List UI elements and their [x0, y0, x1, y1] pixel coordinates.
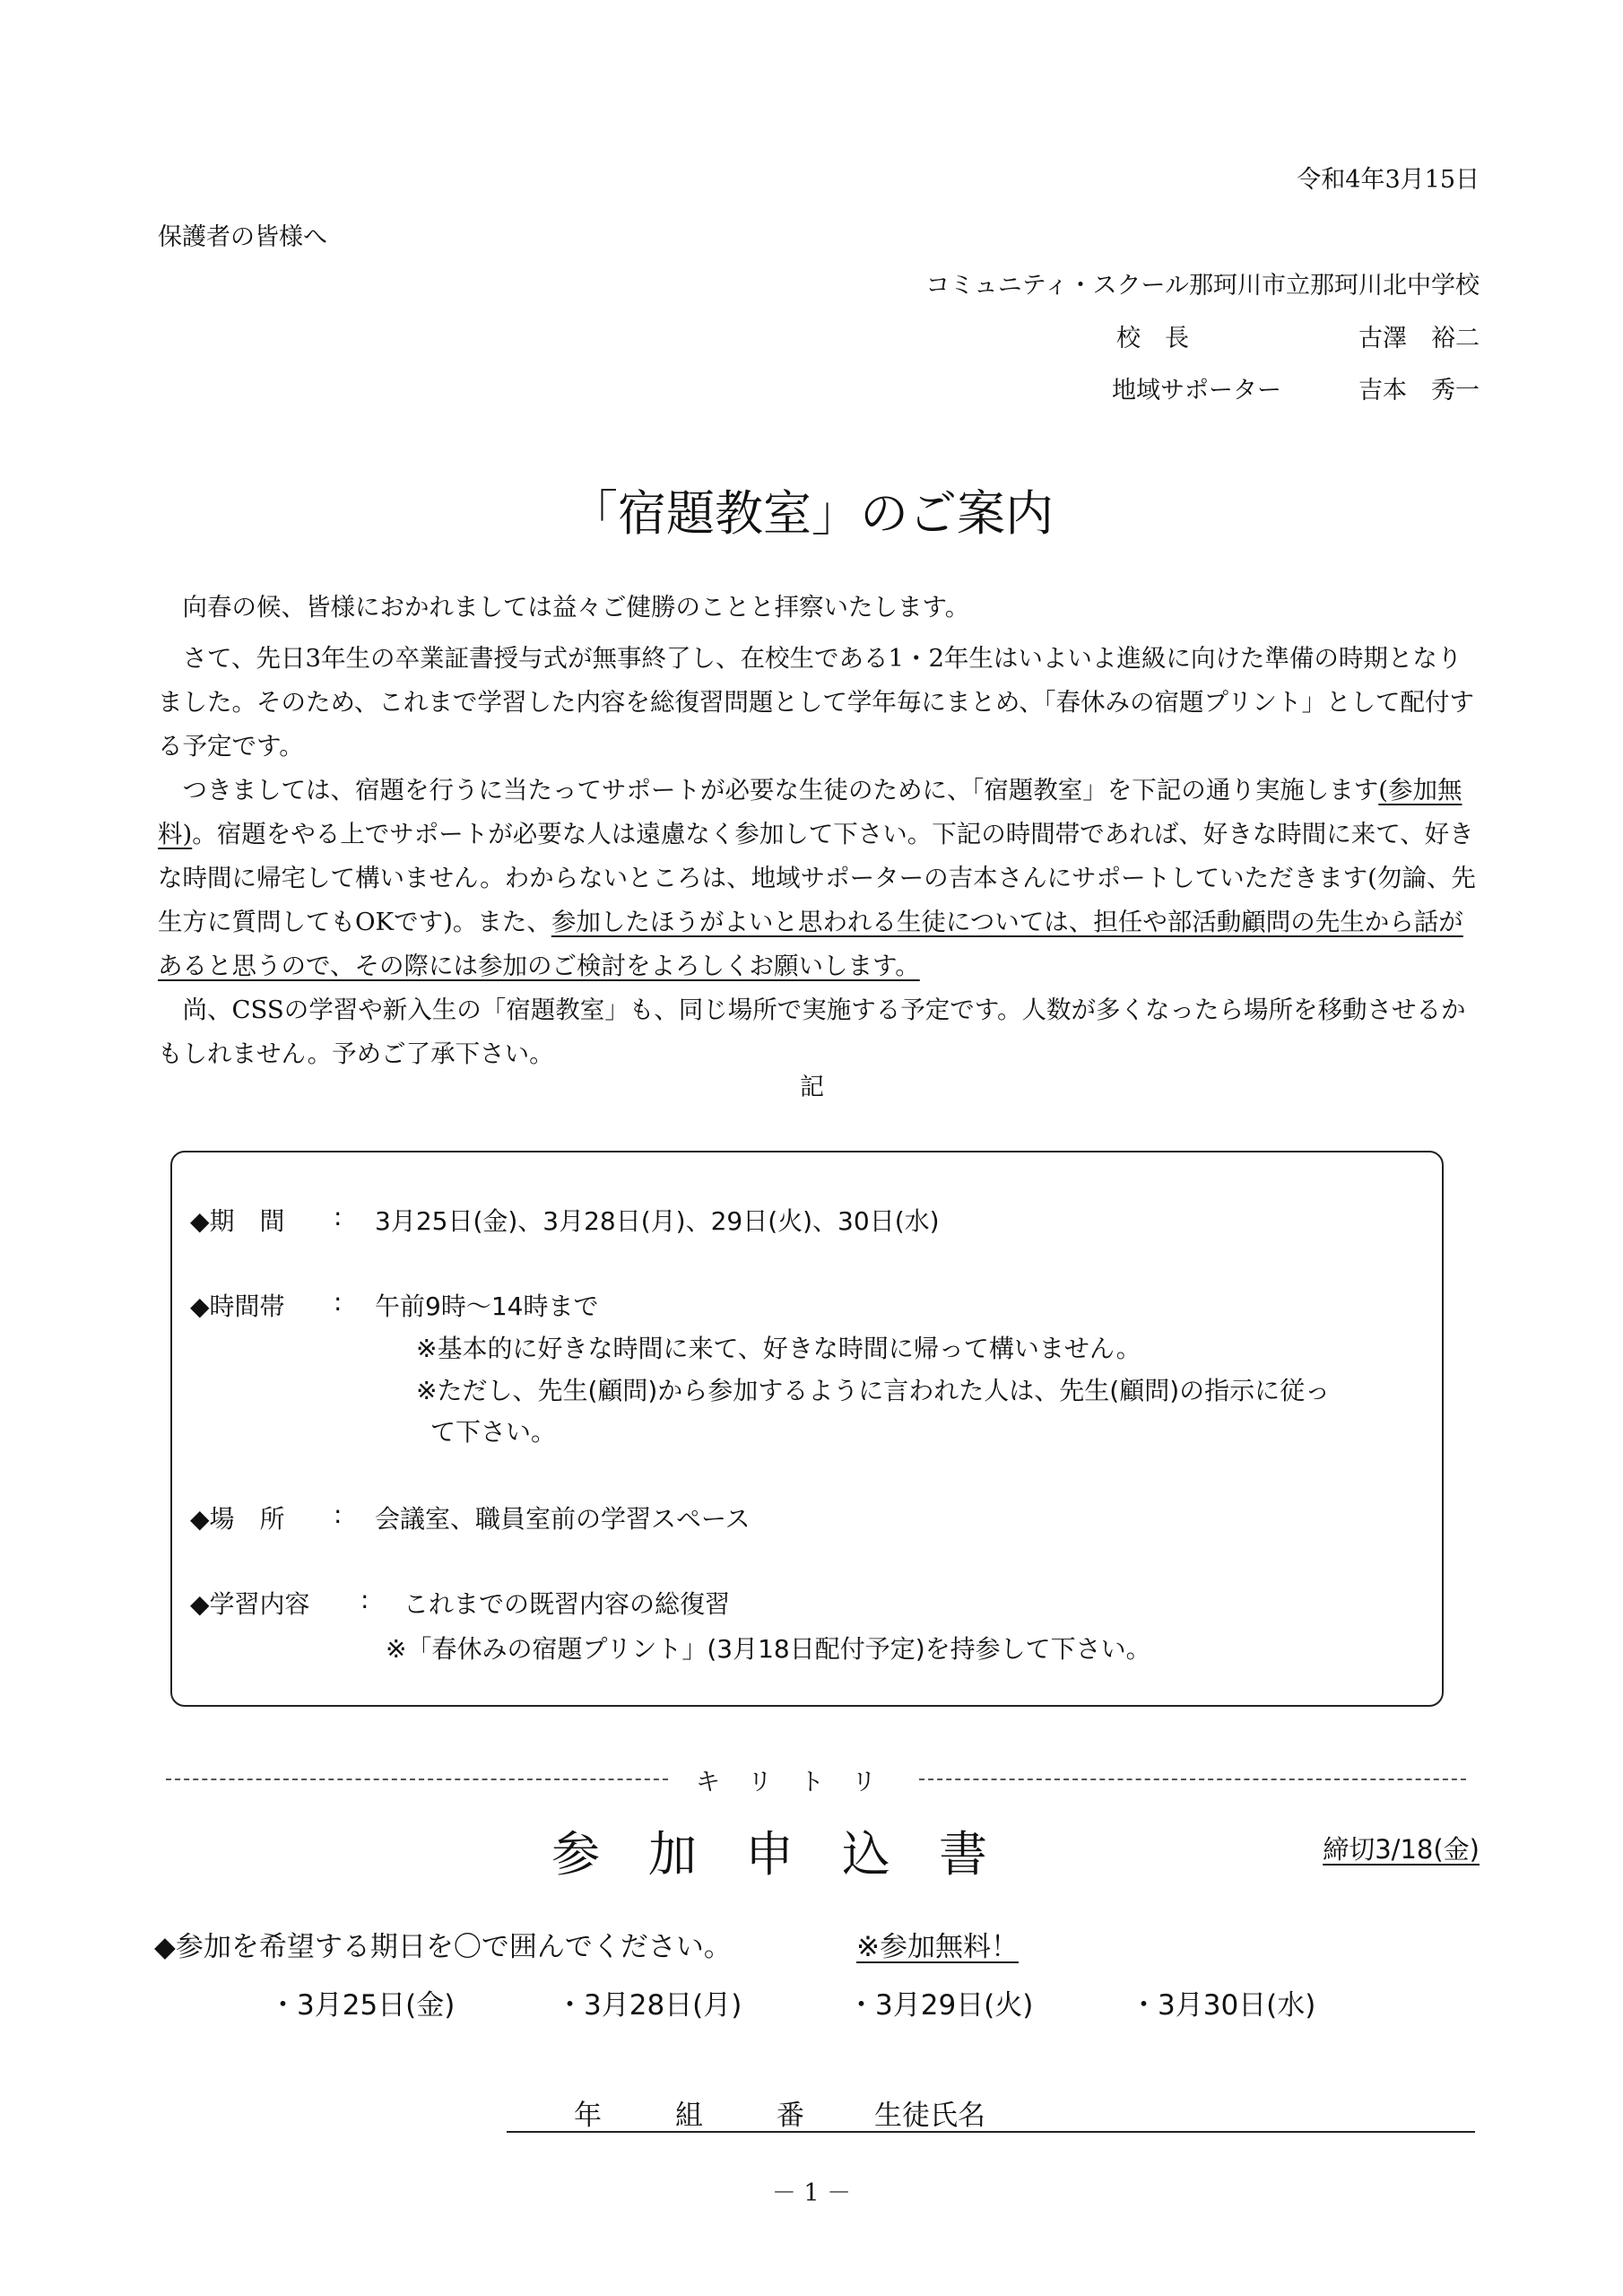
cut-line-left [166, 1779, 668, 1780]
recommended-note: 参加したほうがよいと思われる生徒については、担任や部活動顧問の先生から話があると思うので、その際には参加のご検討をよろしくお願いします。 [158, 908, 1463, 980]
time-label: ◆時間帯 [190, 1292, 285, 1321]
body-text [158, 586, 1476, 1076]
date-option-1[interactable]: ・3月25日(金) [269, 1989, 456, 2022]
page-number: － 1 － [771, 2179, 852, 2207]
student-name-label: 生徒氏名 [874, 2100, 985, 2132]
place-value: 会議室、職員室前の学習スペース [375, 1504, 751, 1534]
content-label: ◆学習内容 [190, 1589, 310, 1619]
school-name: コミュニティ・スクール那珂川市立那珂川北中学校 [925, 272, 1480, 300]
document-title: 「宿題教室」のご案内 [569, 485, 1054, 542]
date-option-2[interactable]: ・3月28日(月) [556, 1989, 742, 2022]
principal-name: 古澤 裕二 [1358, 325, 1480, 352]
grade-field-label: 年 [574, 2100, 602, 2132]
date-option-3[interactable]: ・3月29日(火) [847, 1989, 1034, 2022]
class-field-label: 組 [675, 2100, 703, 2132]
free-note: (参加無料) [158, 776, 1462, 848]
body-paragraph-background: さて、先日3年生の卒業証書授与式が無事終了し、在校生である1・2年生はいよいよ進級に向けた準備の時期となりました。そのため、これまで学習した内容を総復習問題として学年毎にまとめ、「春休みの宿題プリント」として配付する予定です。 [158, 644, 1474, 761]
place-colon: : [334, 1500, 343, 1529]
deadline: 締切3/18(金) [1323, 1834, 1480, 1865]
content-note: ※「春休みの宿題プリント」(3月18日配付予定)を持参して下さい。 [386, 1634, 1151, 1664]
announcement-text: つきましては、宿題を行うに当たってサポートが必要な生徒のために、「宿題教室」を下記の通り実施します [182, 776, 1379, 804]
time-value: 午前9時～14時まで [375, 1292, 599, 1321]
time-note-1: ※基本的に好きな時間に来て、好きな時間に帰って構いません。 [416, 1334, 1141, 1363]
free-badge: ※参加無料！ [856, 1931, 1019, 1963]
time-colon: : [334, 1287, 343, 1317]
recipient: 保護者の皆様へ [158, 223, 327, 251]
ki-label: 記 [800, 1074, 824, 1101]
body-paragraph-note: 尚、CSSの学習や新入生の「宿題教室」も、同じ場所で実施する予定です。人数が多くなったら場所を移動させるかもしれません。予めご了承下さい。 [158, 996, 1466, 1068]
cut-label: キ リ ト リ [696, 1769, 878, 1796]
period-label: ◆期 間 [190, 1206, 285, 1236]
period-colon: : [334, 1202, 343, 1231]
document-date: 令和4年3月15日 [1297, 166, 1480, 194]
place-label: ◆場 所 [190, 1504, 285, 1534]
announcement-text-2: 。宿題をやる上でサポートが必要な人は遠慮なく参加して下さい。下記の時間帯であれば、好きな時間に来て、好きな時間に帰宅して構いません。わからないところは、地域サポーターの吉本さんにサポートしていただきます(勿論、先生方に質問してもOKです)。また、 [158, 820, 1476, 936]
principal-title: 校 長 [1116, 325, 1189, 352]
number-field-label: 番 [777, 2100, 804, 2132]
form-instruction: ◆参加を希望する期日を〇で囲んでください。 [154, 1931, 732, 1963]
content-value: これまでの既習内容の総復習 [404, 1589, 731, 1619]
supporter-name: 吉本 秀一 [1358, 377, 1480, 404]
details-box [170, 1151, 1444, 1707]
cut-line-right [919, 1779, 1466, 1780]
period-value: 3月25日(金)、3月28日(月)、29日(火)、30日(水) [375, 1206, 940, 1236]
body-paragraph-greeting: 向春の候、皆様におかれましては益々ご健勝のことと拝察いたします。 [182, 593, 970, 622]
time-note-3: て下さい。 [430, 1417, 557, 1447]
date-option-4[interactable]: ・3月30日(水) [1130, 1989, 1316, 2022]
time-note-2: ※ただし、先生(顧問)から参加するように言われた人は、先生(顧問)の指示に従っ [416, 1376, 1331, 1405]
supporter-title: 地域サポーター [1112, 377, 1281, 404]
content-colon: : [360, 1585, 369, 1614]
body-paragraph-announcement [158, 769, 1476, 988]
name-entry-line[interactable] [507, 2131, 1475, 2133]
form-title: 参 加 申 込 書 [551, 1826, 987, 1883]
